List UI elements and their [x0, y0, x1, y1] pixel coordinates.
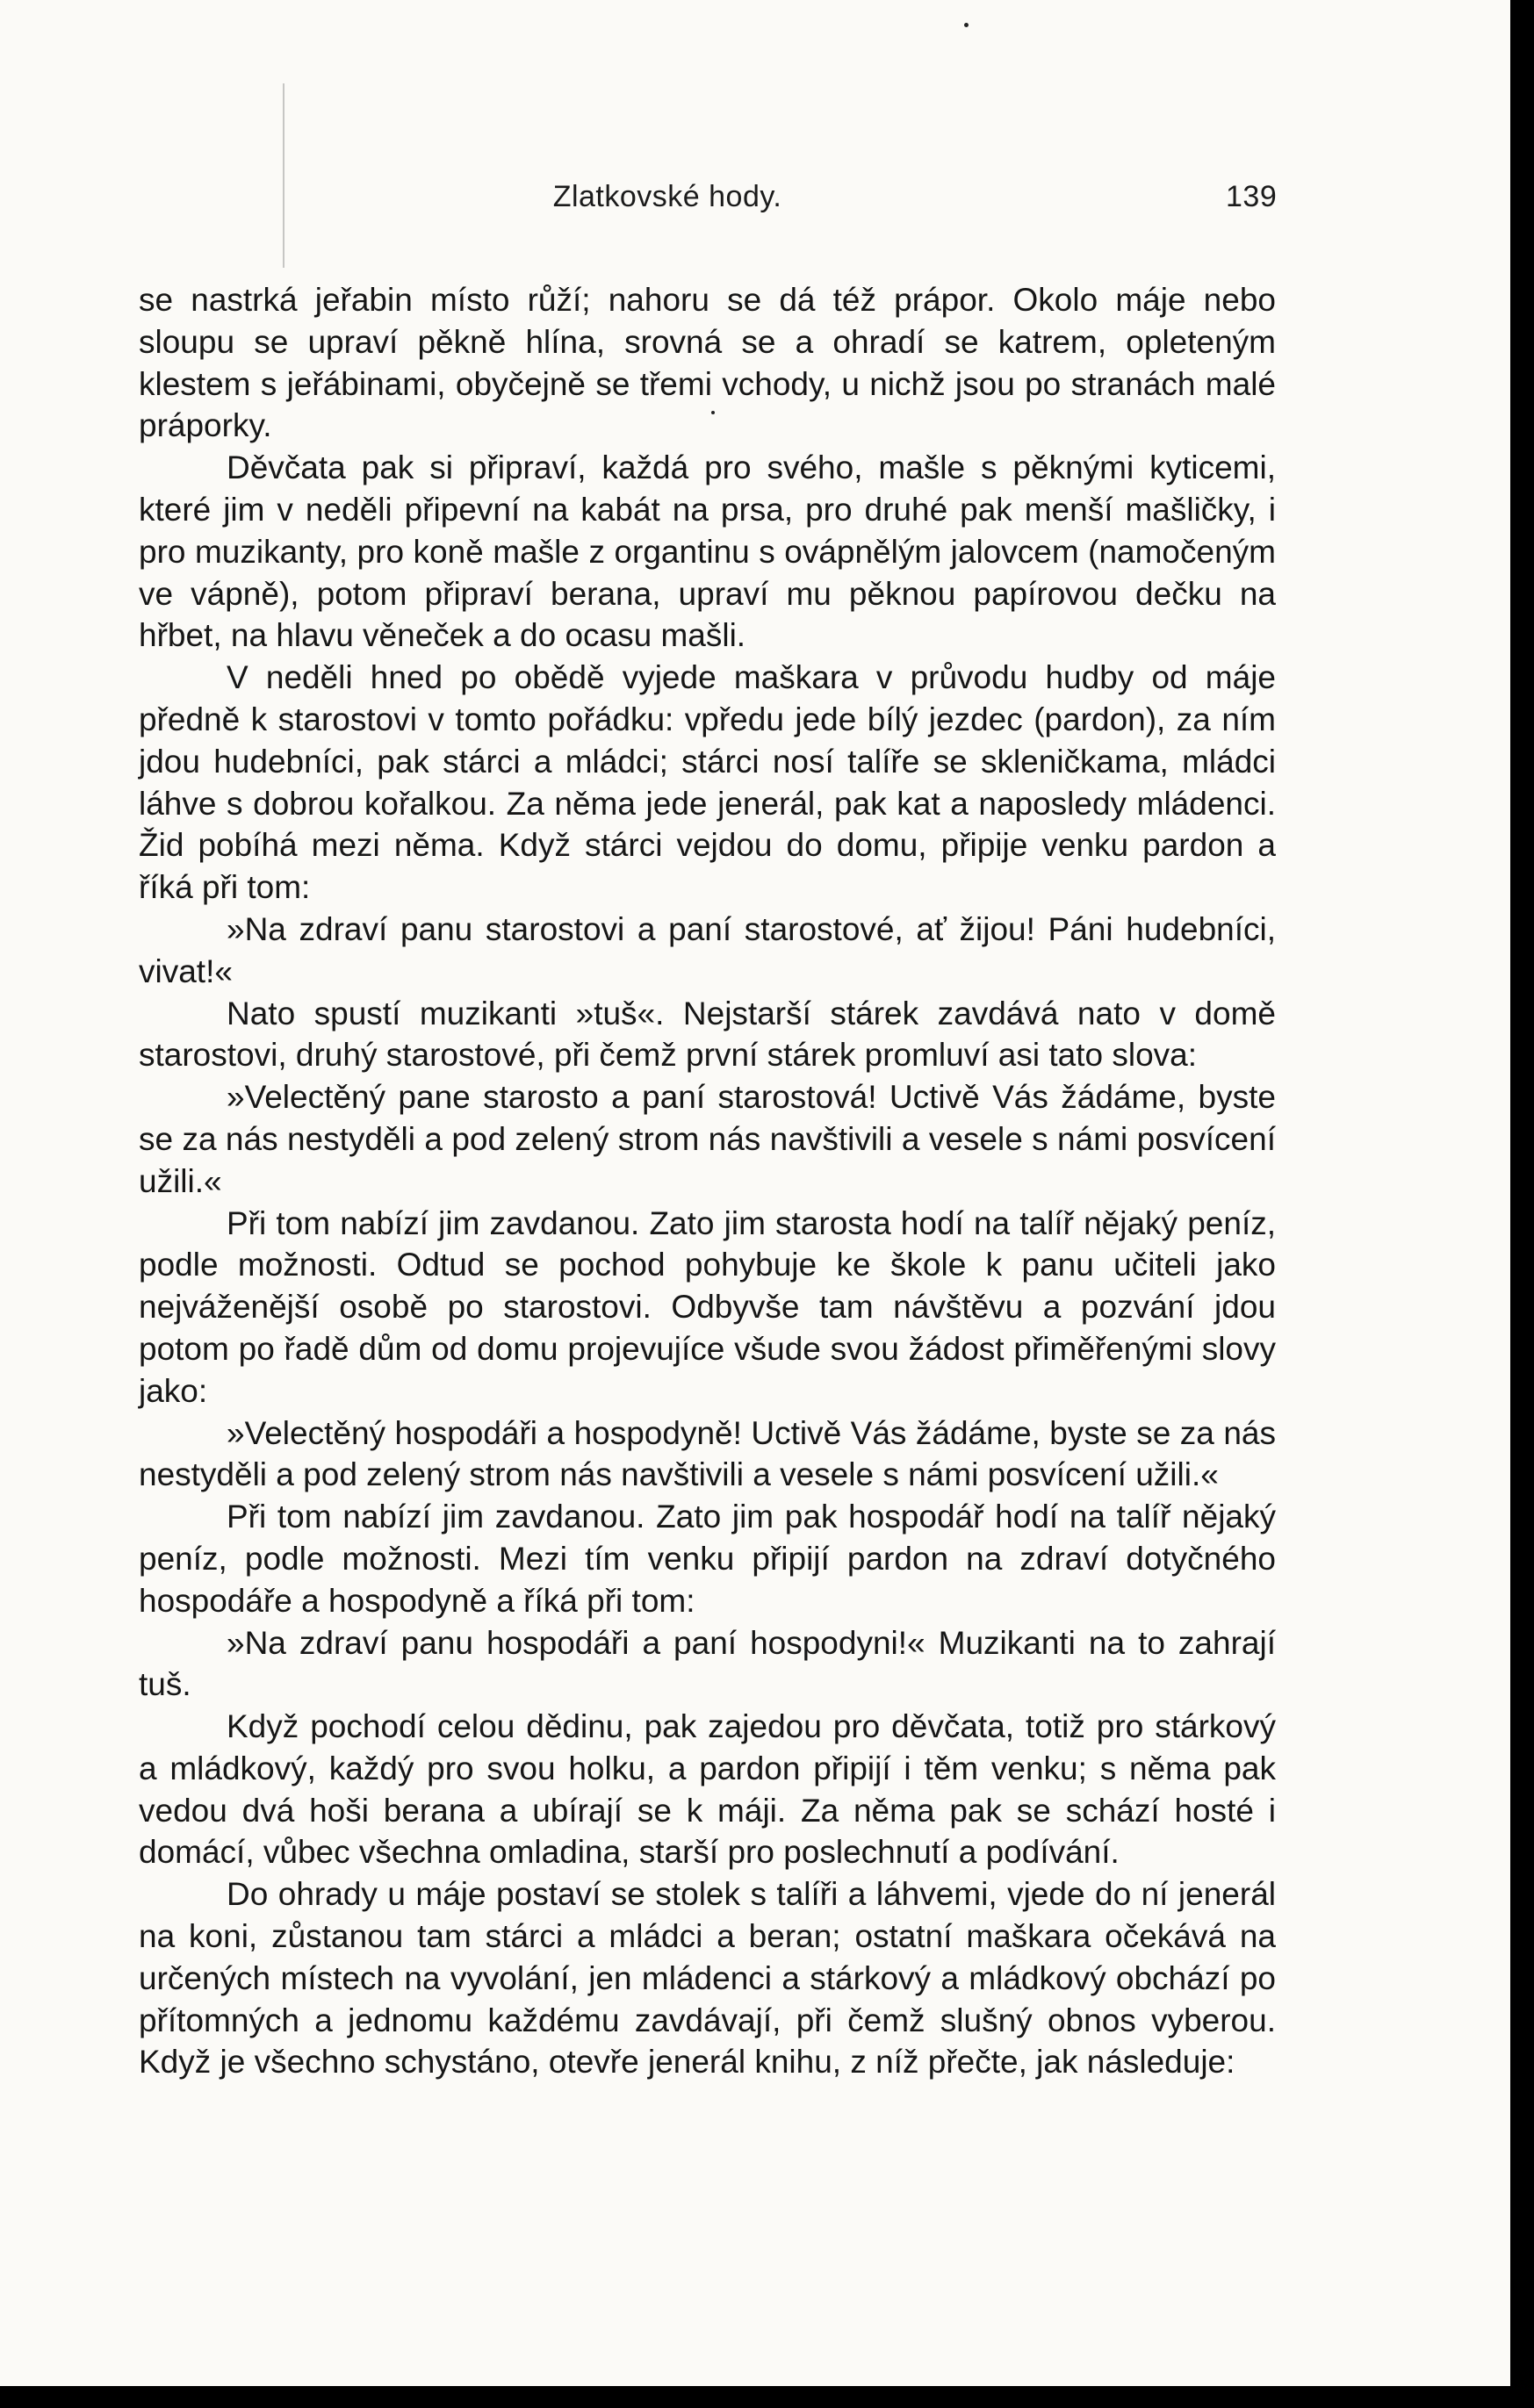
paragraph: Nato spustí muzikanti »tuš«. Nejstarší stárek zavdává nato v domě starostovi, druhý starostové, při čemž první stárek promluví asi tato slova: — [139, 995, 1276, 1074]
running-title: Zlatkovské hody. — [552, 180, 782, 213]
margin-line — [283, 83, 284, 268]
paragraph: Když pochodí celou dědinu, pak zajedou pro děvčata, totiž pro stárkový a mládkový, každý pro svou holku, a pardon připijí i těm venku; s něma pak vedou dvá hoši berana a ubírají se k máji. Za něma pak se schází hosté i domácí, vůbec všechna omladina, starší pro poslechnutí a podívání. — [139, 1708, 1276, 1871]
print-speck — [964, 23, 969, 27]
paragraph: V neděli hned po obědě vyjede maškara v průvodu hudby od máje předně k starostovi v tomto pořádku: vpředu jede bílý jezdec (pardon), za ním jdou hudebníci, pak stárci a mládci; stárci nosí talíře se skleničkama, mládci láhve s dobrou kořalkou. Za něma jede jenerál, pak kat a naposledy mládenci. Žid pobíhá mezi něma. Když stárci vejdou do domu, připije venku pardon a říká při tom: — [139, 659, 1276, 906]
paragraph: Děvčata pak si připraví, každá pro svého, mašle s pěknými kyticemi, které jim v neděli připevní na kabát na prsa, pro druhé pak menší mašličky, i pro muzikanty, pro koně mašle z organtinu s ovápnělým jalovcem (namočeným ve vápně), potom připraví berana, upraví mu pěknou papírovou dečku na hřbet, na hlavu věneček a do ocasu mašli. — [139, 449, 1276, 654]
paragraph: Při tom nabízí jim zavdanou. Zato jim starosta hodí na talíř nějaký peníz, podle možnosti. Odtud se pochod pohybuje ke škole k panu učiteli jako nejváženější osobě po starostovi. Odbyvše tam návštěvu a pozvání jdou potom po řadě dům od domu projevujíce všude svou žádost přiměřenými slovy jako: — [139, 1204, 1276, 1409]
page-number: 139 — [1226, 180, 1278, 213]
body-text — [139, 279, 1276, 2083]
paragraph: Při tom nabízí jim zavdanou. Zato jim pak hospodář hodí na talíř nějaký peníz, podle možnosti. Mezi tím venku připijí pardon na zdraví dotyčného hospodáře a hospodyně a říká při tom: — [139, 1499, 1276, 1619]
paragraph: se nastrká jeřabin místo růží; nahoru se dá též prápor. Okolo máje nebo sloupu se upraví pěkně hlína, srovná se a ohradí se katrem, opleteným klestem s jeřábinami, obyčejně se třemi vchody, u nichž jsou po stranách malé práporky. — [139, 282, 1276, 444]
paragraph: »Na zdraví panu hospodáři a paní hospodyni!« Muzikanti na to zahrají tuš. — [139, 1624, 1276, 1703]
paragraph: Do ohrady u máje postaví se stolek s talíři a láhvemi, vjede do ní jenerál na koni, zůstanou tam stárci a mládci a beran; ostatní maškara očekává na určených místech na vyvolání, jen mládenci a stárkový a mládkový obchází po přítomných a jednomu každému zavdávají, při čemž slušný obnos vyberou. Když je všechno schystáno, otevře jenerál knihu, z níž přečte, jak následuje: — [139, 1876, 1276, 2081]
paragraph: »Velectěný hospodáři a hospodyně! Uctivě Vás žádáme, byste se za nás nestyděli a pod zelený strom nás navštivili a vesele s námi posvícení užili.« — [139, 1414, 1276, 1493]
paragraph: »Na zdraví panu starostovi a paní starostové, ať žijou! Páni hudebníci, vivat!« — [139, 910, 1276, 989]
page-header — [0, 180, 1510, 224]
paragraph: »Velectěný pane starosto a paní starostová! Uctivě Vás žádáme, byste se za nás nestyděli a pod zelený strom nás navštivili a vesele s námi posvícení užili.« — [139, 1079, 1276, 1199]
